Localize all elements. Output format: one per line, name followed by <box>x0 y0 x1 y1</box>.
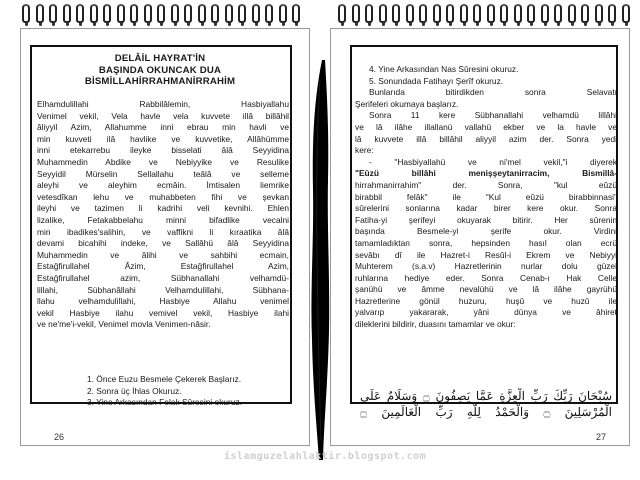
binding-ring <box>130 4 138 23</box>
binding-ring <box>568 4 576 23</box>
binding-ring <box>117 4 125 23</box>
heading-line: BAŞINDA OKUNCAK DUA <box>98 64 222 76</box>
body-line: 4. Yine Arkasından Nas Sûresini okuruz. <box>369 64 519 74</box>
binding-ring <box>473 4 481 23</box>
book-spine-shadow <box>300 60 340 460</box>
binding-ring <box>460 4 468 23</box>
binding-ring <box>292 4 300 23</box>
left-page-list <box>87 374 242 409</box>
binding-ring <box>487 4 495 23</box>
binding-ring <box>433 4 441 23</box>
binding-ring <box>365 4 373 23</box>
body-line: vekil Hasbiye ilahu vemivel vekil, Hasbiye ilahi <box>37 307 289 318</box>
binding-ring <box>22 4 30 23</box>
body-line: min ibadikes'salihin, ve vaffikni li kıraatika âlâ <box>37 226 289 237</box>
binding-ring <box>527 4 535 23</box>
body-line: Hazretlerine gönül huzuru, huşû ve huzû ile <box>355 295 617 306</box>
binding-ring <box>211 4 219 23</box>
body-line: başında Besmele-yi şerife okur. Virdini <box>355 226 617 237</box>
binding-ring <box>198 4 206 23</box>
body-line: 5. Sonundada Fatihayı Şerîf okuruz. <box>369 75 504 86</box>
binding-ring <box>379 4 387 23</box>
body-line: Muhammedin ve âlihi ve sahbihi ecmain, <box>37 249 289 260</box>
body-line: ve lâ ilâhe illallanü vallahü ekber ve la havle ve <box>355 121 617 132</box>
watermark-url: islamguzelahlaktir.blogspot.com <box>224 451 427 462</box>
body-line: aleyhi ve aleyhim ecmâin. İmtisalen liemrike <box>37 180 289 191</box>
body-line: min kuvveti ilâ havlike ve kuvvetike, Allâhümme <box>37 133 289 144</box>
body-line: devami bicahihi indeke, ve Sallâhü âlâ Seyyidina <box>37 238 289 249</box>
binding-ring <box>225 4 233 23</box>
body-line: hirrahmanirrahim" der. Sonra, "kul eûzü <box>355 179 617 190</box>
heading-line: DELÂİL HAYRAT'İN <box>114 53 206 64</box>
right-page-body <box>355 64 617 331</box>
body-line: Bunlarıda bitirdikden sonra Selavatı <box>369 87 617 98</box>
body-line: dileklerini bildirir, duasını tamamlar ve okur: <box>355 319 516 330</box>
body-line: yalvarıp yakararak, yâni dünya ve âhiret <box>355 307 617 318</box>
binding-ring <box>541 4 549 23</box>
body-line: âliyyil Azim, Allahumme inni ebrau min havli ve <box>37 122 289 133</box>
body-line: Muhammedin Abdike ve Nebiyyike ve Resulike <box>37 156 289 167</box>
list-item: 1. Önce Euzu Besmele Çekerek Başlarız. <box>87 374 242 384</box>
left-page-heading <box>40 53 280 88</box>
body-line: sûrelerini sonlarına kadar birer kere okur. Sonra <box>355 203 617 214</box>
binding-ring <box>446 4 454 23</box>
binding-ring <box>279 4 287 23</box>
binding-ring <box>252 4 260 23</box>
list-item: 3. Yine Arkasından Felak Sûresini okuruz. <box>87 397 243 408</box>
body-line: ve ne'me'i-vekil, Venimel movla Venimen-nâsir. <box>37 319 211 330</box>
body-line: Estağfirullahel azim, Sübhanallahi velhamdü- <box>37 272 289 283</box>
arabic-line: الْمُرْسَلِينَ ۝ وَالْحَمْدُ لِلَّهِ رَبِّ الْعَالَمِينَ ۝ <box>360 405 612 419</box>
heading-line: BİSMİLLAHİRRAHMANİRRAHİM <box>84 76 236 87</box>
body-line: birabbil felâk" ile "Kul eûzü birabbinnasi" <box>355 191 617 202</box>
body-line: Estağfirullahel Âzim, Estağfirullahel Azim, <box>37 261 289 272</box>
body-line: şanühü ve âmme nevalühü ve lâ ilâhe gayrühü <box>355 284 617 295</box>
left-page-body <box>37 99 289 331</box>
arabic-line: سُبْحَانَ رَبِّكَ رَبِّ الْعِزَّةِ عَمَّا يَصِفُونَ ۝ وَسَلَامٌ عَلَى <box>360 389 612 403</box>
body-line: inni etekarrebu ileyke bisselati âlâ Seyyidina <box>37 145 289 156</box>
binding-ring <box>238 4 246 23</box>
body-line: lizalike, Fetakabbelahu minni bifadlike vecalni <box>37 214 289 225</box>
binding-ring <box>338 4 346 23</box>
body-line: Şerifeleri okumaya başlarız. <box>355 98 459 109</box>
spiral-binding <box>0 0 640 26</box>
binding-ring <box>352 4 360 23</box>
page-number-left: 26 <box>54 432 65 442</box>
body-line: Venimel vekil, Vela havle vela kuvvete illâ billâhil <box>37 110 289 121</box>
binding-ring <box>265 4 273 23</box>
body-line: Elhamdulillahi Rabbilâlemin, Hasbiyallahu <box>37 99 289 109</box>
binding-ring <box>171 4 179 23</box>
body-line: Seyyidil Mürselin Sellallahu teâlâ ve selleme <box>37 168 289 179</box>
binding-ring <box>608 4 616 23</box>
binding-ring <box>144 4 152 23</box>
binding-ring <box>392 4 400 23</box>
binding-ring <box>90 4 98 23</box>
binding-ring <box>406 4 414 23</box>
body-line: lillahi, Sübhanâllahi Velhamdulillahi, Sübhana- <box>37 284 289 295</box>
binding-ring <box>595 4 603 23</box>
body-line: "Eûzü billâhi menişşeytanirracim, Bismillâ- <box>355 168 617 179</box>
body-line: ruhlarına hediye eder. Sonra Cenab-ı Hak Celle <box>355 272 617 283</box>
body-line: vetesdîkan lehu ve muhabbeten fihi ve şevkan <box>37 191 289 202</box>
body-line: llahu velhamdulillahi, Hasbiye Allahu venimel <box>37 296 289 307</box>
binding-ring <box>157 4 165 23</box>
binding-ring <box>419 4 427 23</box>
page-number-right: 27 <box>596 432 607 442</box>
list-item: 2. Sonra üç İhlas Okuruz. <box>87 385 182 396</box>
body-line: lâ kuvvete illâ billâhil aliyyil azim der. Sonra yedi <box>355 133 617 144</box>
binding-ring <box>622 4 630 23</box>
binding-ring <box>514 4 522 23</box>
binding-ring <box>184 4 192 23</box>
binding-ring <box>581 4 589 23</box>
binding-ring <box>554 4 562 23</box>
binding-ring <box>500 4 508 23</box>
binding-ring <box>76 4 84 23</box>
arabic-prayer <box>360 388 612 420</box>
body-line: Fatiha-yi şerifeyi okuyarak bitirir. Her sûrenin <box>355 214 617 225</box>
body-line: ileyhi ve tazimen li kadrihi veli kevnihi. Ehlen <box>37 203 289 214</box>
binding-ring <box>103 4 111 23</box>
binding-ring <box>49 4 57 23</box>
body-line: Sonra 11 kere Sübhanallahi velhamdü lillâhi <box>369 110 617 121</box>
binding-ring <box>63 4 71 23</box>
body-line: Muhterem (s.a.v) Hazretlerinin nurlar dolu güzel <box>355 261 617 272</box>
body-line: - "Hasbiyallahü ve ni'mel vekil,"i diyerek <box>369 156 617 167</box>
body-line: sevâbı dî ile Hazret-i Resûl-i Ekrem ve Nebiyyi <box>355 249 617 260</box>
body-line: kere: <box>355 145 374 156</box>
body-line: tamamladıktan sonra, hepsinden hasıl olan ecrü <box>355 237 617 248</box>
binding-ring <box>36 4 44 23</box>
